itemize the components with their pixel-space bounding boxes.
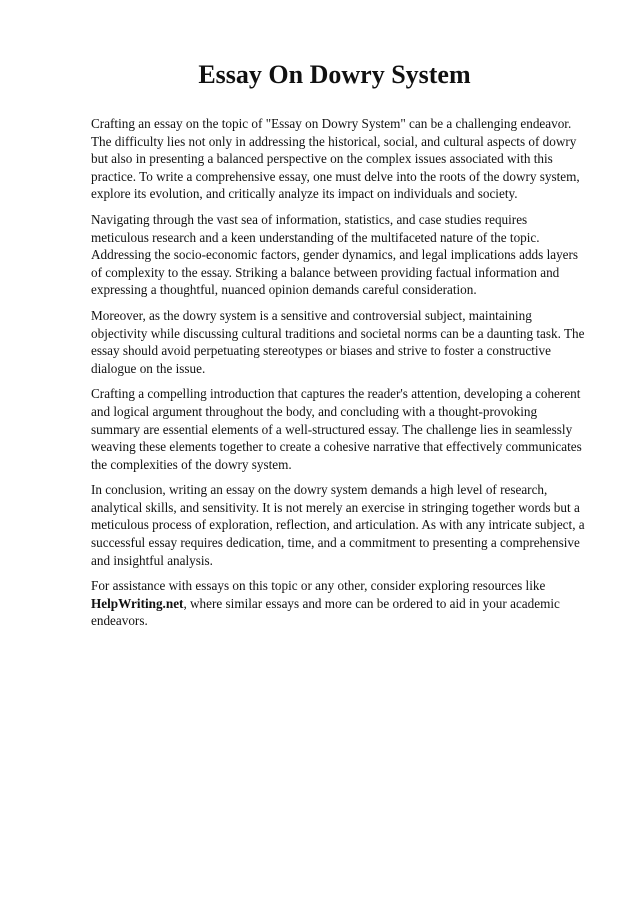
paragraph-structure: Crafting a compelling introduction that captures the reader's attention, developing a coherent and logical argument throughout the body, and concluding with a thought-provoking summary are essential elements of a well-structured essay. The challenge lies in seamlessly weaving these elements together to create a cohesive narrative that effectively communicates the complexities of the dowry system. [91, 386, 582, 472]
paragraph-intro: Crafting an essay on the topic of "Essay on Dowry System" can be a challenging endeavor. The difficulty lies not only in addressing the historical, social, and cultural aspects of dowry but also in presenting a balanced perspective on the complex issues associated with this practice. To write a comprehensive essay, one must delve into the roots of the dowry system, explore its evolution, and critically analyze its impact on individuals and society. [91, 116, 580, 202]
paragraph-closing [91, 577, 588, 630]
brand-name: HelpWriting.net [91, 595, 184, 611]
paragraph-research: Navigating through the vast sea of information, statistics, and case studies requires meticulous research and a keen understanding of the multifaceted nature of the topic. Addressing the socio-economic factors, gender dynamics, and legal implications adds layers of complexity to the essay. Striking a balance between providing factual information and expressing a thoughtful, nuanced opinion demands careful consideration. [91, 211, 579, 298]
paragraph-objectivity: Moreover, as the dowry system is a sensitive and controversial subject, maintaining objectivity while discussing cultural traditions and societal norms can be a daunting task. The essay should avoid perpetuating stereotypes or biases and strive to foster a constructive dialogue on the issue. [91, 307, 585, 376]
paragraph-conclusion: In conclusion, writing an essay on the dowry system demands a high level of research, analytical skills, and sensitivity. It is not merely an exercise in stringing together words but a meticulous process of exploration, reflection, and articulation. As with any intricate subject, a successful essay requires dedication, time, and a commitment to presenting a comprehensive and insightful analysis. [91, 482, 585, 568]
closing-tail-text: , where similar essays and more can be ordered to aid in your academic endeavors. [91, 595, 560, 629]
closing-lead-text: For assistance with essays on this topic or any other, consider exploring resources like [91, 578, 546, 594]
page-title: Essay On Dowry System [198, 60, 471, 89]
document-body [91, 115, 588, 630]
